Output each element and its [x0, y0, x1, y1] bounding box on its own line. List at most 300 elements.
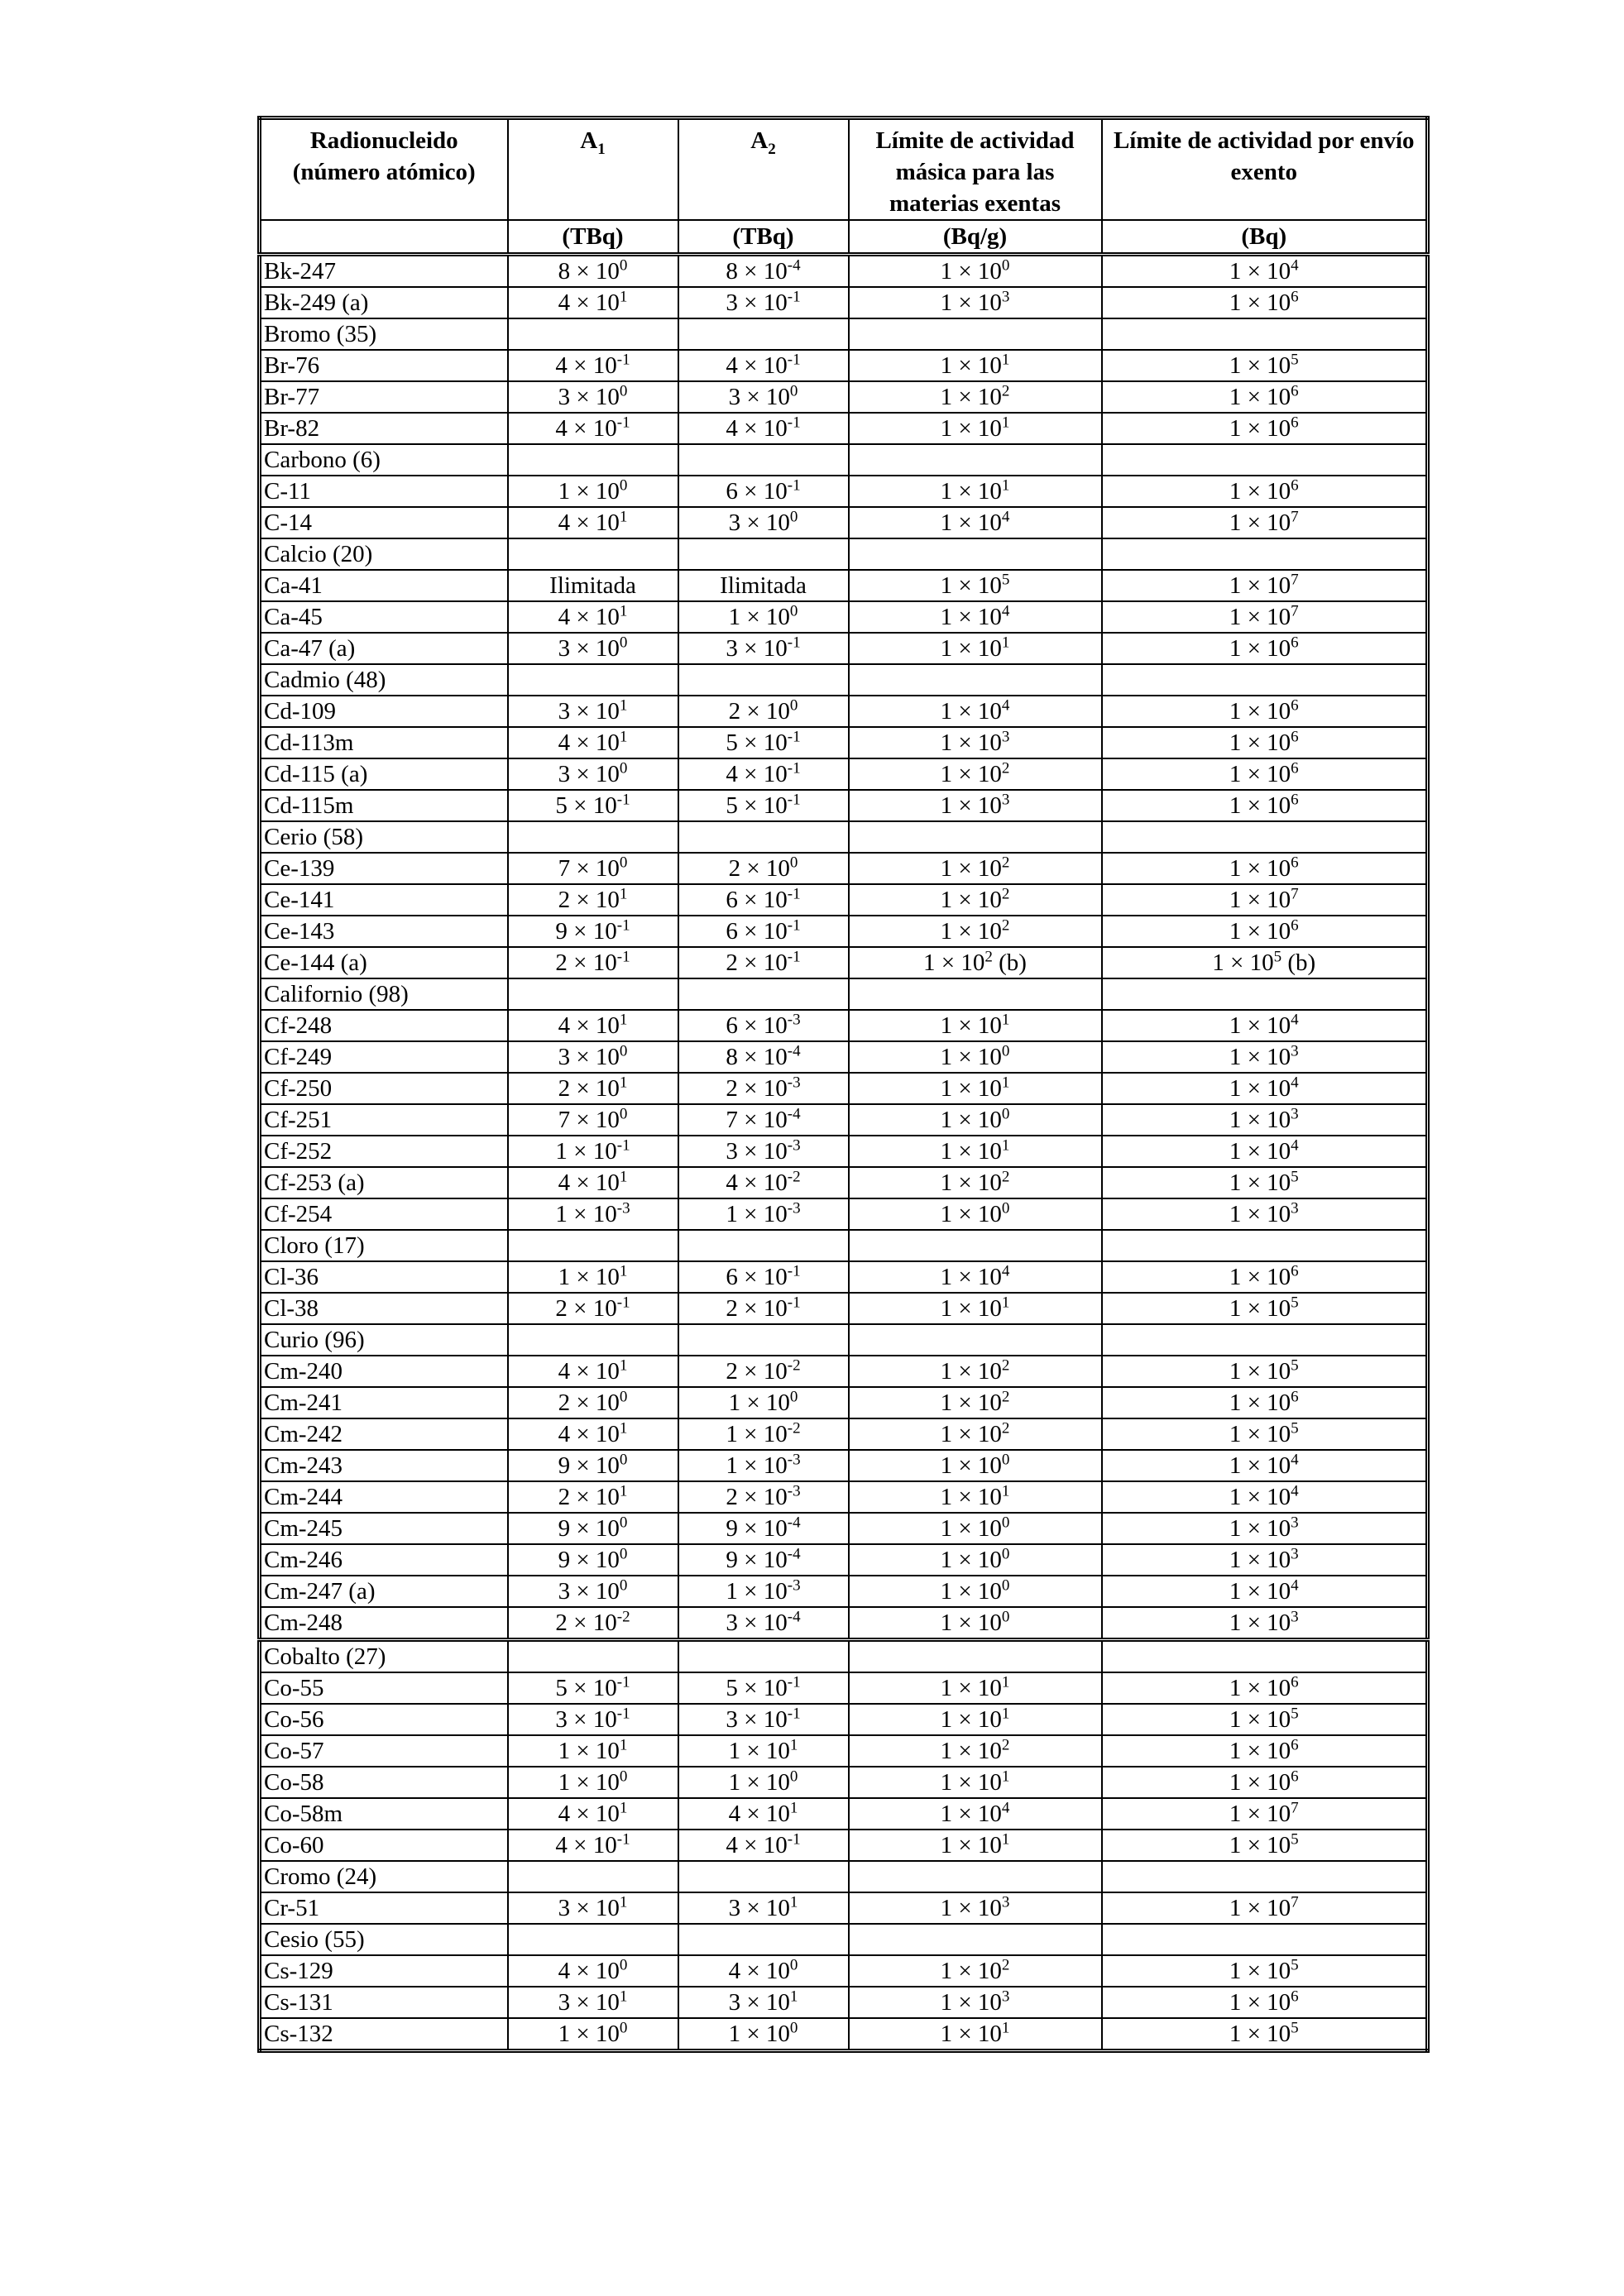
- value-mantissa: 1 × 10: [1229, 352, 1291, 379]
- value-mantissa: 2 × 10: [558, 1390, 620, 1416]
- value-mantissa: 1 × 10: [940, 258, 1002, 285]
- value-exponent: 2: [1001, 382, 1010, 400]
- value-exponent: 0: [619, 1105, 628, 1123]
- value-exponent: 4: [1001, 602, 1010, 620]
- consignment-limit-value: [1102, 476, 1428, 507]
- mass-limit-value: [849, 1798, 1102, 1830]
- a1-value: [508, 916, 678, 947]
- empty-cell: [849, 1230, 1102, 1261]
- element-row: [260, 318, 1428, 350]
- consignment-limit-value: [1102, 350, 1428, 381]
- value-note: (b): [992, 949, 1027, 976]
- value-mantissa: 2 × 10: [555, 949, 617, 976]
- value-exponent: -1: [616, 351, 630, 369]
- value-exponent: 0: [1001, 1199, 1010, 1217]
- nuclide-name: Cd-109: [260, 696, 508, 727]
- a2-value: [678, 1418, 849, 1450]
- a2-value: [678, 1481, 849, 1513]
- a2-value: [678, 1576, 849, 1607]
- mass-limit-value: [849, 1198, 1102, 1230]
- value-exponent: 1: [619, 1799, 628, 1817]
- value-mantissa: 1 × 10: [940, 1675, 1002, 1701]
- value-exponent: 3: [1001, 791, 1010, 809]
- value-exponent: 6: [1291, 476, 1299, 495]
- value-mantissa: 1 × 10: [1229, 1706, 1291, 1733]
- a2-value: [678, 633, 849, 664]
- value-mantissa: 1 × 10: [1229, 1107, 1291, 1133]
- value-exponent: -3: [787, 1482, 801, 1500]
- consignment-limit-value: [1102, 884, 1428, 916]
- mass-limit-value: [849, 1293, 1102, 1324]
- value-exponent: 3: [1001, 728, 1010, 746]
- value-exponent: -1: [787, 1673, 801, 1691]
- value-mantissa: 6 × 10: [726, 918, 788, 945]
- nuclide-name: Cm-244: [260, 1481, 508, 1513]
- value-exponent: 1: [619, 1419, 628, 1437]
- table-row: [260, 1513, 1428, 1544]
- table-row: [260, 853, 1428, 884]
- a1-value: [508, 2018, 678, 2051]
- a2-value: [678, 727, 849, 758]
- nuclide-name: Co-57: [260, 1735, 508, 1767]
- value-mantissa: 1 × 10: [940, 1075, 1002, 1102]
- table-row: [260, 1136, 1428, 1167]
- empty-cell: [1102, 318, 1428, 350]
- value-exponent: -3: [616, 1199, 630, 1217]
- value-exponent: 4: [1291, 1482, 1299, 1500]
- value-mantissa: 1 × 10: [1229, 761, 1291, 787]
- value-exponent: -3: [787, 1199, 801, 1217]
- a1-value: [508, 1041, 678, 1073]
- nuclide-name: Br-77: [260, 381, 508, 413]
- value-exponent: -1: [787, 728, 801, 746]
- value-exponent: 4: [1291, 1576, 1299, 1595]
- value-exponent: 0: [619, 476, 628, 495]
- a2-value: [678, 1544, 849, 1576]
- value-mantissa: 3 × 10: [558, 635, 620, 662]
- a1-value: [508, 1198, 678, 1230]
- nuclide-name: Cm-240: [260, 1356, 508, 1387]
- value-exponent: 5: [1291, 2019, 1299, 2037]
- empty-cell: [849, 538, 1102, 570]
- element-row: [260, 1230, 1428, 1261]
- a2-value: [678, 1073, 849, 1104]
- nuclide-name: Co-60: [260, 1830, 508, 1861]
- value-exponent: 6: [1291, 1388, 1299, 1406]
- value-mantissa: 1 × 10: [728, 2021, 790, 2047]
- value-exponent: 1: [619, 728, 628, 746]
- element-name: Californio (98): [260, 978, 508, 1010]
- a1-value: [508, 1830, 678, 1861]
- value-mantissa: 1 × 10: [1229, 1421, 1291, 1447]
- value-note: (b): [1281, 949, 1316, 976]
- value-mantissa: 3 × 10: [555, 1706, 617, 1733]
- units-row: [260, 220, 1428, 255]
- table-row: [260, 507, 1428, 538]
- value-mantissa: 1 × 10: [940, 604, 1002, 630]
- table-row: [260, 947, 1428, 978]
- value-mantissa: 4 × 10: [726, 415, 788, 442]
- value-exponent: 1: [1001, 1074, 1010, 1092]
- empty-cell: [849, 1324, 1102, 1356]
- consignment-limit-value: [1102, 696, 1428, 727]
- empty-cell: [849, 1924, 1102, 1955]
- value-exponent: 0: [619, 1767, 628, 1786]
- empty-cell: [508, 1230, 678, 1261]
- value-mantissa: 1 × 10: [1229, 1610, 1291, 1636]
- value-mantissa: 9 × 10: [555, 918, 617, 945]
- value-exponent: 0: [789, 508, 798, 526]
- value-mantissa: 1 × 10: [940, 1201, 1002, 1227]
- table-row: [260, 1767, 1428, 1798]
- value-mantissa: 1 × 10: [940, 918, 1002, 945]
- value-mantissa: 1 × 10: [1229, 1012, 1291, 1039]
- value-mantissa: 4 × 10: [558, 1170, 620, 1196]
- value-exponent: 5: [1291, 1168, 1299, 1186]
- nuclide-name: Cm-241: [260, 1387, 508, 1418]
- value-mantissa: 1 × 10: [728, 604, 790, 630]
- empty-cell: [508, 821, 678, 853]
- value-exponent: -1: [616, 1830, 630, 1849]
- a1-value: [508, 255, 678, 288]
- value-mantissa: 1 × 10: [940, 415, 1002, 442]
- value-exponent: -3: [787, 1451, 801, 1469]
- mass-limit-value: [849, 758, 1102, 790]
- nuclide-name: Cd-115 (a): [260, 758, 508, 790]
- mass-limit-value: [849, 1167, 1102, 1198]
- table-row: [260, 1955, 1428, 1987]
- value-mantissa: 1 × 10: [558, 1769, 620, 1796]
- table-row: [260, 381, 1428, 413]
- value-mantissa: 1 × 10: [940, 1452, 1002, 1479]
- empty-cell: [678, 664, 849, 696]
- value-mantissa: 8 × 10: [558, 258, 620, 285]
- mass-limit-value: [849, 601, 1102, 633]
- empty-cell: [1102, 1230, 1428, 1261]
- value-exponent: 5: [1291, 1356, 1299, 1375]
- table-row: [260, 601, 1428, 633]
- a1-value: [508, 601, 678, 633]
- table-row: [260, 1073, 1428, 1104]
- table-row: [260, 1356, 1428, 1387]
- element-row: [260, 821, 1428, 853]
- mass-limit-value: [849, 570, 1102, 601]
- value-mantissa: 4 × 10: [558, 1801, 620, 1827]
- empty-cell: [508, 1640, 678, 1673]
- value-mantissa: 4 × 10: [555, 352, 617, 379]
- table-row: [260, 1167, 1428, 1198]
- value-mantissa: 3 × 10: [728, 1895, 790, 1921]
- element-name: Cesio (55): [260, 1924, 508, 1955]
- mass-limit-value: [849, 1576, 1102, 1607]
- mass-limit-value: [849, 1481, 1102, 1513]
- value-mantissa: 6 × 10: [726, 1012, 788, 1039]
- value-mantissa: 1 × 10: [940, 1895, 1002, 1921]
- value-exponent: 0: [1001, 1451, 1010, 1469]
- value-mantissa: 3 × 10: [728, 509, 790, 536]
- value-exponent: 4: [1291, 1136, 1299, 1155]
- value-mantissa: 1 × 10: [1229, 604, 1291, 630]
- value-exponent: 1: [619, 508, 628, 526]
- value-mantissa: 2 × 10: [728, 698, 790, 725]
- value-mantissa: 1 × 10: [940, 2021, 1002, 2047]
- value-mantissa: 1 × 10: [1229, 509, 1291, 536]
- value-mantissa: Ilimitada: [720, 572, 807, 599]
- value-exponent: 4: [1001, 696, 1010, 715]
- value-exponent: 7: [1291, 508, 1299, 526]
- value-mantissa: 1 × 10: [1212, 949, 1274, 976]
- mass-limit-value: [849, 1955, 1102, 1987]
- unit-mass-limit: (Bq/g): [849, 220, 1102, 255]
- value-exponent: 1: [619, 288, 628, 306]
- element-name: Cloro (17): [260, 1230, 508, 1261]
- a2-value: [678, 1104, 849, 1136]
- value-exponent: 6: [1291, 759, 1299, 777]
- value-mantissa: 9 × 10: [558, 1452, 620, 1479]
- nuclide-name: Cm-245: [260, 1513, 508, 1544]
- value-mantissa: 1 × 10: [940, 1578, 1002, 1605]
- value-mantissa: 1 × 10: [940, 1390, 1002, 1416]
- nuclide-name: Cf-251: [260, 1104, 508, 1136]
- value-mantissa: 2 × 10: [558, 1484, 620, 1510]
- value-exponent: 6: [1291, 1736, 1299, 1754]
- mass-limit-value: [849, 947, 1102, 978]
- mass-limit-value: [849, 381, 1102, 413]
- value-mantissa: 1 × 10: [940, 1738, 1002, 1764]
- value-mantissa: 1 × 10: [1229, 1578, 1291, 1605]
- mass-limit-value: [849, 727, 1102, 758]
- a2-value: [678, 1356, 849, 1387]
- empty-cell: [508, 1324, 678, 1356]
- header-a2: [678, 118, 849, 221]
- mass-limit-value: [849, 1261, 1102, 1293]
- value-exponent: -1: [787, 414, 801, 432]
- value-exponent: 0: [619, 1514, 628, 1532]
- value-exponent: 0: [619, 1388, 628, 1406]
- value-mantissa: 1 × 10: [940, 478, 1002, 505]
- table-row: [260, 1387, 1428, 1418]
- a1-value: [508, 1513, 678, 1544]
- empty-cell: [1102, 538, 1428, 570]
- value-exponent: -1: [787, 759, 801, 777]
- element-name: Calcio (20): [260, 538, 508, 570]
- value-exponent: -2: [787, 1356, 801, 1375]
- value-mantissa: 1 × 10: [728, 1738, 790, 1764]
- value-exponent: 6: [1291, 1262, 1299, 1280]
- value-exponent: 7: [1291, 1893, 1299, 1911]
- a2-value: [678, 696, 849, 727]
- value-exponent: 1: [1001, 414, 1010, 432]
- value-exponent: 1: [619, 1011, 628, 1029]
- value-exponent: -4: [787, 1608, 801, 1626]
- value-exponent: 0: [619, 854, 628, 872]
- value-mantissa: 1 × 10: [1229, 1044, 1291, 1070]
- value-exponent: 0: [619, 1042, 628, 1060]
- value-exponent: 0: [619, 1545, 628, 1563]
- value-exponent: 7: [1291, 1799, 1299, 1817]
- value-exponent: -2: [787, 1419, 801, 1437]
- value-mantissa: 1 × 10: [728, 1769, 790, 1796]
- value-exponent: 0: [619, 382, 628, 400]
- mass-limit-value: [849, 1356, 1102, 1387]
- table-row: [260, 1198, 1428, 1230]
- value-mantissa: 3 × 10: [558, 761, 620, 787]
- a1-value: [508, 476, 678, 507]
- value-exponent: -1: [616, 791, 630, 809]
- nuclide-name: Cm-243: [260, 1450, 508, 1481]
- value-mantissa: Ilimitada: [549, 572, 636, 599]
- empty-cell: [508, 538, 678, 570]
- value-mantissa: 1 × 10: [940, 1610, 1002, 1636]
- table-row: [260, 1704, 1428, 1735]
- header-mass-limit: Límite de actividad másica para las materias exentas: [849, 118, 1102, 221]
- consignment-limit-value: [1102, 1418, 1428, 1450]
- value-exponent: 5: [1291, 351, 1299, 369]
- value-exponent: 1: [1001, 1673, 1010, 1691]
- value-exponent: -1: [787, 948, 801, 966]
- table-row: [260, 1293, 1428, 1324]
- value-exponent: 4: [1291, 1074, 1299, 1092]
- mass-limit-value: [849, 1073, 1102, 1104]
- consignment-limit-value: [1102, 1735, 1428, 1767]
- consignment-limit-value: [1102, 1073, 1428, 1104]
- value-mantissa: 2 × 10: [726, 1075, 788, 1102]
- value-exponent: 0: [619, 2019, 628, 2037]
- value-mantissa: 1 × 10: [940, 1769, 1002, 1796]
- mass-limit-value: [849, 696, 1102, 727]
- value-exponent: -1: [787, 1262, 801, 1280]
- nuclide-name: Cf-248: [260, 1010, 508, 1041]
- a2-value: [678, 1704, 849, 1735]
- a1-value: [508, 1704, 678, 1735]
- value-mantissa: 7 × 10: [558, 1107, 620, 1133]
- header-a2-subscript: 2: [768, 140, 776, 158]
- value-mantissa: 5 × 10: [555, 1675, 617, 1701]
- value-mantissa: 1 × 10: [940, 887, 1002, 913]
- a2-value: [678, 570, 849, 601]
- a2-value: [678, 1892, 849, 1924]
- value-mantissa: 6 × 10: [726, 1264, 788, 1290]
- nuclide-name: Cm-242: [260, 1418, 508, 1450]
- a2-value: [678, 853, 849, 884]
- mass-limit-value: [849, 1041, 1102, 1073]
- value-mantissa: 1 × 10: [1229, 1075, 1291, 1102]
- header-nuclide: Radionucleido (número atómico): [260, 118, 508, 221]
- value-mantissa: 4 × 10: [726, 761, 788, 787]
- value-exponent: -1: [787, 1705, 801, 1723]
- consignment-limit-value: [1102, 1576, 1428, 1607]
- value-mantissa: 1 × 10: [940, 1358, 1002, 1385]
- value-mantissa: 9 × 10: [558, 1547, 620, 1573]
- nuclide-name: Cl-36: [260, 1261, 508, 1293]
- value-mantissa: 1 × 10: [940, 1138, 1002, 1165]
- table-row: [260, 2018, 1428, 2051]
- mass-limit-value: [849, 1735, 1102, 1767]
- value-exponent: 7: [1291, 571, 1299, 589]
- value-exponent: 4: [1001, 1262, 1010, 1280]
- value-mantissa: 1 × 10: [1229, 1390, 1291, 1416]
- value-mantissa: 7 × 10: [558, 855, 620, 882]
- value-exponent: 0: [789, 854, 798, 872]
- element-name: Cromo (24): [260, 1861, 508, 1892]
- value-exponent: 6: [1291, 382, 1299, 400]
- empty-cell: [1102, 978, 1428, 1010]
- value-mantissa: 1 × 10: [555, 1138, 617, 1165]
- a1-value: [508, 947, 678, 978]
- a2-value: [678, 1513, 849, 1544]
- value-exponent: 0: [1001, 1576, 1010, 1595]
- value-exponent: 1: [1001, 1767, 1010, 1786]
- table-row: [260, 255, 1428, 288]
- value-exponent: -1: [616, 1673, 630, 1691]
- a2-value: [678, 1830, 849, 1861]
- mass-limit-value: [849, 255, 1102, 288]
- a2-value: [678, 1293, 849, 1324]
- nuclide-name: Ce-143: [260, 916, 508, 947]
- value-mantissa: 1 × 10: [940, 635, 1002, 662]
- value-mantissa: 1 × 10: [1229, 729, 1291, 756]
- empty-cell: [678, 1230, 849, 1261]
- nuclide-name: Cf-254: [260, 1198, 508, 1230]
- a2-value: [678, 758, 849, 790]
- value-mantissa: 9 × 10: [726, 1515, 788, 1542]
- value-exponent: 1: [1001, 1011, 1010, 1029]
- a1-value: [508, 1261, 678, 1293]
- consignment-limit-value: [1102, 1892, 1428, 1924]
- value-mantissa: 1 × 10: [940, 1801, 1002, 1827]
- nuclide-name: Co-55: [260, 1672, 508, 1704]
- value-exponent: 1: [619, 1168, 628, 1186]
- header-a1-subscript: 1: [597, 140, 606, 158]
- value-exponent: 3: [1291, 1199, 1299, 1217]
- value-exponent: -2: [787, 1168, 801, 1186]
- empty-cell: [1102, 1861, 1428, 1892]
- a1-value: [508, 1136, 678, 1167]
- value-exponent: -1: [616, 1136, 630, 1155]
- nuclide-name: C-11: [260, 476, 508, 507]
- value-mantissa: 3 × 10: [558, 1989, 620, 2016]
- value-mantissa: 1 × 10: [940, 1706, 1002, 1733]
- value-mantissa: 8 × 10: [726, 1044, 788, 1070]
- value-exponent: 1: [789, 1893, 798, 1911]
- consignment-limit-value: [1102, 790, 1428, 821]
- value-exponent: 2: [1001, 1356, 1010, 1375]
- empty-cell: [678, 1324, 849, 1356]
- value-exponent: 0: [619, 256, 628, 275]
- value-exponent: 5: [1273, 948, 1282, 966]
- consignment-limit-value: [1102, 601, 1428, 633]
- consignment-limit-value: [1102, 1798, 1428, 1830]
- a1-value: [508, 727, 678, 758]
- table-row: [260, 790, 1428, 821]
- a2-value: [678, 2018, 849, 2051]
- value-mantissa: 1 × 10: [940, 509, 1002, 536]
- value-mantissa: 2 × 10: [726, 1358, 788, 1385]
- empty-cell: [508, 318, 678, 350]
- empty-cell: [678, 821, 849, 853]
- empty-cell: [678, 1640, 849, 1673]
- a2-value: [678, 413, 849, 444]
- a2-value: [678, 1955, 849, 1987]
- value-mantissa: 9 × 10: [558, 1515, 620, 1542]
- value-mantissa: 1 × 10: [940, 1107, 1002, 1133]
- value-exponent: 1: [619, 1356, 628, 1375]
- value-mantissa: 9 × 10: [726, 1547, 788, 1573]
- header-a1: [508, 118, 678, 221]
- a1-value: [508, 1073, 678, 1104]
- a2-value: [678, 1010, 849, 1041]
- table-row: [260, 1261, 1428, 1293]
